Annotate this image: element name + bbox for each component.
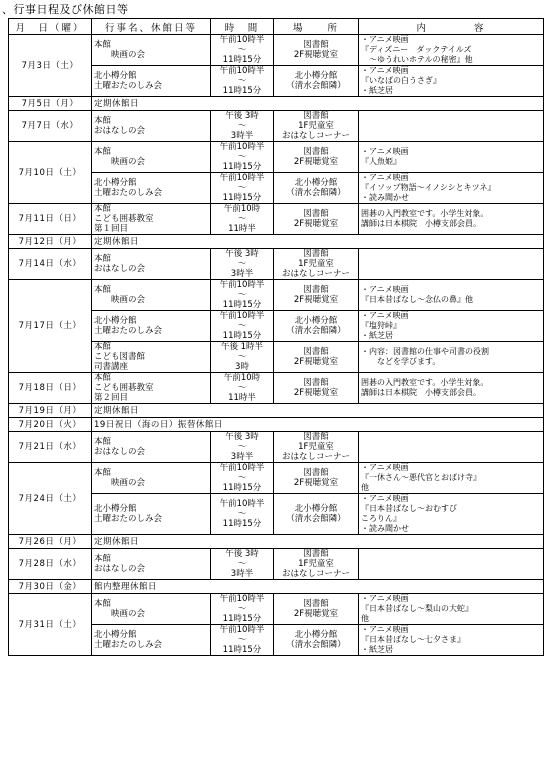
event-content: ・アニメ映画 『日本昔ばなし〜梨山の大蛇』 他 bbox=[359, 594, 544, 625]
table-row bbox=[9, 249, 544, 280]
event-time: 午前10時半 〜 11時15分 bbox=[211, 494, 274, 535]
event-time: 午前10時半 〜 11時15分 bbox=[211, 66, 274, 97]
date-cell: 7月30日（金） bbox=[9, 580, 92, 594]
table-row bbox=[9, 111, 544, 142]
closure-note: 館内整理休館日 bbox=[92, 580, 544, 594]
closure-note: 定期休館日 bbox=[92, 97, 544, 111]
closure-note: 定期休館日 bbox=[92, 235, 544, 249]
event-content: ・アニメ映画 『一休さん〜悪代官とおばけ寺』 他 bbox=[359, 463, 544, 494]
event-name: 本館 おはなしの会 bbox=[92, 249, 211, 280]
event-time: 午後 3時 〜 3時半 bbox=[211, 111, 274, 142]
date-cell: 7月24日（土） bbox=[9, 463, 92, 535]
event-time: 午後 1時半 〜 3時 bbox=[211, 342, 274, 373]
closure-row bbox=[9, 97, 544, 111]
event-name: 本館 こども図書館 司書講座 bbox=[92, 342, 211, 373]
header-date: 月 日（曜） bbox=[9, 19, 92, 35]
date-cell: 7月20日（火） bbox=[9, 418, 92, 432]
event-place: 図書館 2F視聴覚室 bbox=[274, 204, 359, 235]
event-place: 図書館 2F視聴覚室 bbox=[274, 280, 359, 311]
event-time: 午前10時半 〜 11時15分 bbox=[211, 35, 274, 66]
date-cell: 7月7日（水） bbox=[9, 111, 92, 142]
date-cell: 7月31日（土） bbox=[9, 594, 92, 656]
event-time: 午後 3時 〜 3時半 bbox=[211, 432, 274, 463]
event-content: ・アニメ映画 『いなばの白うさぎ』 ・紙芝居 bbox=[359, 66, 544, 97]
event-content: ・アニメ映画 『日本昔ばなし〜おむすび ころりん』 ・読み聞かせ bbox=[359, 494, 544, 535]
closure-row bbox=[9, 418, 544, 432]
event-time: 午前10時半 〜 11時15分 bbox=[211, 463, 274, 494]
event-name: 本館 おはなしの会 bbox=[92, 549, 211, 580]
event-name: 本館 おはなしの会 bbox=[92, 111, 211, 142]
date-cell: 7月11日（日） bbox=[9, 204, 92, 235]
table-row bbox=[9, 142, 544, 173]
event-time: 午前10時半 〜 11時15分 bbox=[211, 311, 274, 342]
event-time: 午後 3時 〜 3時半 bbox=[211, 549, 274, 580]
table-row bbox=[9, 204, 544, 235]
table-row bbox=[9, 432, 544, 463]
date-cell: 7月19日（月） bbox=[9, 404, 92, 418]
event-place: 図書館 2F視聴覚室 bbox=[274, 373, 359, 404]
event-place: 図書館 2F視聴覚室 bbox=[274, 594, 359, 625]
table-row bbox=[9, 280, 544, 311]
event-content bbox=[359, 432, 544, 463]
event-name: 北小樽分館 土曜おたのしみ会 bbox=[92, 494, 211, 535]
event-content: ・アニメ映画 『人魚姫』 bbox=[359, 142, 544, 173]
date-cell: 7月28日（水） bbox=[9, 549, 92, 580]
header-row bbox=[9, 19, 544, 35]
closure-row bbox=[9, 580, 544, 594]
event-name: 本館 こども囲碁教室 第１回目 bbox=[92, 204, 211, 235]
event-place: 図書館 2F視聴覚室 bbox=[274, 142, 359, 173]
event-place: 図書館 1F児童室 おはなしコーナー bbox=[274, 432, 359, 463]
table-row bbox=[9, 594, 544, 625]
date-cell: 7月12日（月） bbox=[9, 235, 92, 249]
event-time: 午前10時半 〜 11時15分 bbox=[211, 142, 274, 173]
event-place: 図書館 1F児童室 おはなしコーナー bbox=[274, 549, 359, 580]
header-time: 時 間 bbox=[211, 19, 274, 35]
event-name: 本館 映画の会 bbox=[92, 463, 211, 494]
event-time: 午前10時 〜 11時半 bbox=[211, 373, 274, 404]
event-name: 本館 映画の会 bbox=[92, 280, 211, 311]
date-cell: 7月18日（日） bbox=[9, 373, 92, 404]
event-content: ・アニメ映画 『ディズニー ダックテイルズ 〜ゆうれいホテルの秘密』他 bbox=[359, 35, 544, 66]
event-time: 午前10時半 〜 11時15分 bbox=[211, 280, 274, 311]
event-content: ・アニメ映画 『日本昔ばなし〜念仏の鼻』他 bbox=[359, 280, 544, 311]
header-event: 行事名、休館日等 bbox=[92, 19, 211, 35]
header-place: 場 所 bbox=[274, 19, 359, 35]
event-content bbox=[359, 549, 544, 580]
table-row bbox=[9, 549, 544, 580]
date-cell: 7月5日（月） bbox=[9, 97, 92, 111]
event-content: ・アニメ映画 『イソップ物語〜イノシシとキツネ』 ・読み聞かせ bbox=[359, 173, 544, 204]
closure-row bbox=[9, 235, 544, 249]
event-time: 午前10時半 〜 11時15分 bbox=[211, 625, 274, 656]
event-place: 北小樽分館 （清水会館隣） bbox=[274, 625, 359, 656]
table-row bbox=[9, 463, 544, 494]
event-time: 午前10時半 〜 11時15分 bbox=[211, 173, 274, 204]
event-name: 本館 映画の会 bbox=[92, 594, 211, 625]
date-cell: 7月3日（土） bbox=[9, 35, 92, 97]
event-content bbox=[359, 249, 544, 280]
event-content bbox=[359, 111, 544, 142]
date-cell: 7月14日（水） bbox=[9, 249, 92, 280]
table-row bbox=[9, 373, 544, 404]
page-title: 、行事日程及び休館日等 bbox=[2, 3, 129, 16]
date-cell: 7月21日（水） bbox=[9, 432, 92, 463]
event-name: 北小樽分館 土曜おたのしみ会 bbox=[92, 625, 211, 656]
closure-note: 定期休館日 bbox=[92, 404, 544, 418]
event-place: 北小樽分館 （清水会館隣） bbox=[274, 66, 359, 97]
event-name: 本館 おはなしの会 bbox=[92, 432, 211, 463]
event-name: 北小樽分館 土曜おたのしみ会 bbox=[92, 173, 211, 204]
event-place: 図書館 2F視聴覚室 bbox=[274, 35, 359, 66]
event-place: 北小樽分館 （清水会館隣） bbox=[274, 311, 359, 342]
event-time: 午後 3時 〜 3時半 bbox=[211, 249, 274, 280]
schedule-table bbox=[8, 18, 544, 656]
event-name: 北小樽分館 土曜おたのしみ会 bbox=[92, 66, 211, 97]
event-name: 本館 映画の会 bbox=[92, 142, 211, 173]
event-content: ・アニメ映画 『日本昔ばなし〜七夕さま』 ・紙芝居 bbox=[359, 625, 544, 656]
closure-row bbox=[9, 404, 544, 418]
event-time: 午前10時 〜 11時半 bbox=[211, 204, 274, 235]
event-content: ・内容：図書館の仕事や司書の役割 などを学びます。 bbox=[359, 342, 544, 373]
event-content: 囲碁の入門教室です。小学生対象。 講師は日本棋院 小樽支部会員。 bbox=[359, 373, 544, 404]
closure-row bbox=[9, 535, 544, 549]
event-name: 本館 こども囲碁教室 第２回目 bbox=[92, 373, 211, 404]
schedule-body bbox=[9, 35, 544, 656]
event-name: 北小樽分館 土曜おたのしみ会 bbox=[92, 311, 211, 342]
event-name: 本館 映画の会 bbox=[92, 35, 211, 66]
closure-note: 定期休館日 bbox=[92, 535, 544, 549]
event-content: ・アニメ映画 『塩狩峠』 ・紙芝居 bbox=[359, 311, 544, 342]
event-place: 図書館 1F児童室 おはなしコーナー bbox=[274, 249, 359, 280]
event-place: 北小樽分館 （清水会館隣） bbox=[274, 173, 359, 204]
event-place: 図書館 1F児童室 おはなしコーナー bbox=[274, 111, 359, 142]
event-content: 囲碁の入門教室です。小学生対象。 講師は日本棋院 小樽支部会員。 bbox=[359, 204, 544, 235]
date-cell: 7月26日（月） bbox=[9, 535, 92, 549]
event-place: 図書館 2F視聴覚室 bbox=[274, 463, 359, 494]
date-cell: 7月10日（土） bbox=[9, 142, 92, 204]
event-place: 図書館 2F視聴覚室 bbox=[274, 342, 359, 373]
event-place: 北小樽分館 （清水会館隣） bbox=[274, 494, 359, 535]
closure-note: 19日祝日（海の日）振替休館日 bbox=[92, 418, 544, 432]
event-time: 午前10時半 〜 11時15分 bbox=[211, 594, 274, 625]
table-row bbox=[9, 35, 544, 66]
header-content: 内 容 bbox=[359, 19, 544, 35]
date-cell: 7月17日（土） bbox=[9, 280, 92, 373]
